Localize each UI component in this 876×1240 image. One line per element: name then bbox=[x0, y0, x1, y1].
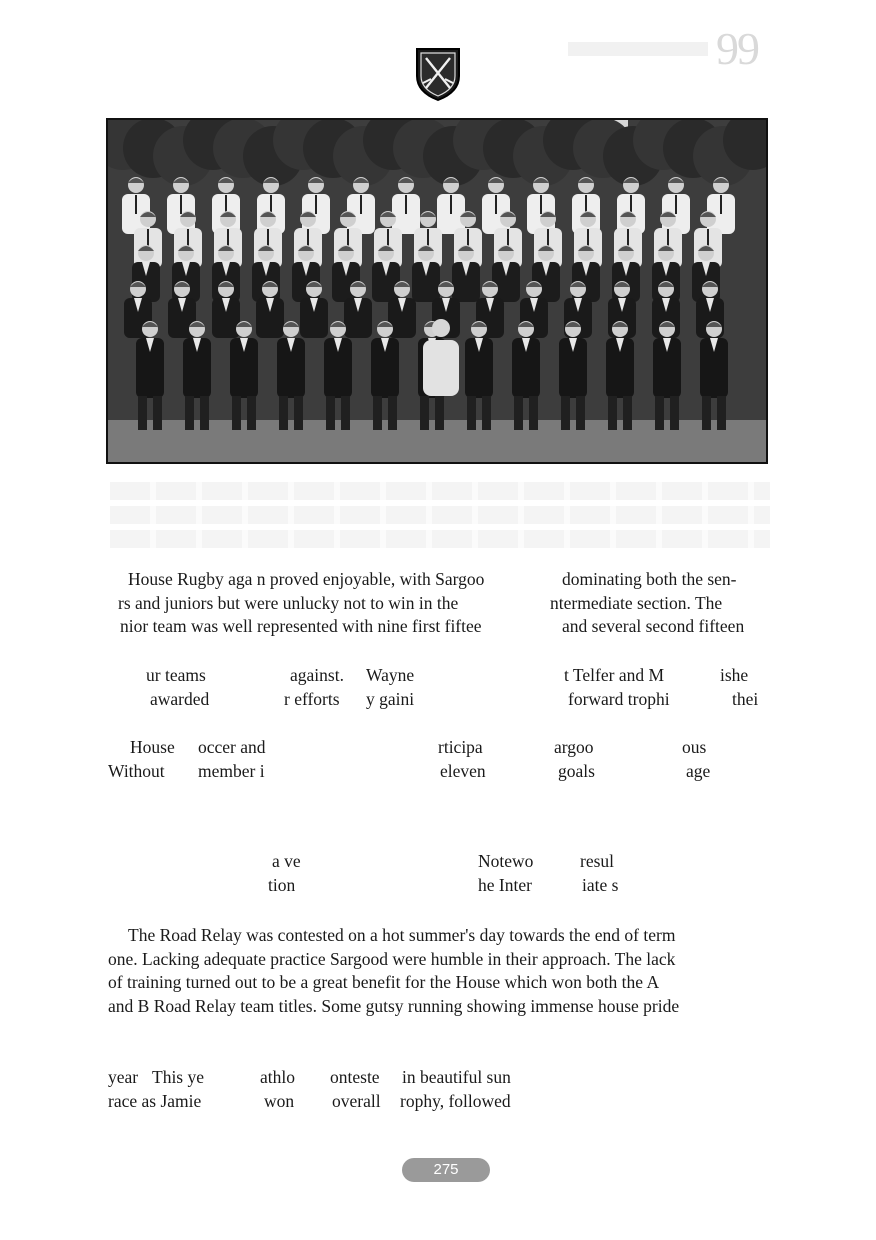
text-fragment: and B Road Relay team titles. Some gutsy running showing immense house pride bbox=[108, 995, 680, 1016]
text-fragment: House Rugby aga n proved enjoyable, with Sargoo bbox=[128, 569, 485, 589]
results-paragraph bbox=[108, 850, 772, 897]
house-team-group-photo bbox=[106, 118, 768, 464]
text-fragment: rs and juniors but were unlucky not to win in the bbox=[118, 592, 459, 613]
text-fragment: ntermediate section. The bbox=[550, 592, 723, 613]
rugby-paragraph bbox=[108, 568, 772, 639]
text-fragment: onteste bbox=[330, 1067, 380, 1087]
text-fragment: eleven bbox=[440, 760, 486, 781]
text-fragment: ur teams bbox=[146, 665, 206, 685]
teams-paragraph bbox=[108, 664, 772, 711]
text-fragment: won bbox=[264, 1090, 295, 1111]
text-fragment: argoo bbox=[554, 737, 594, 757]
text-fragment: Notewo bbox=[478, 851, 534, 871]
text-fragment: occer and bbox=[198, 737, 266, 757]
text-fragment: This ye bbox=[152, 1067, 205, 1087]
year-number: 99 bbox=[716, 23, 758, 74]
road-relay-paragraph bbox=[108, 924, 772, 1018]
text-fragment: member i bbox=[198, 760, 265, 781]
ghost-text-line bbox=[110, 530, 770, 548]
text-fragment: tion bbox=[268, 874, 296, 895]
athletics-paragraph bbox=[108, 1066, 772, 1113]
text-fragment: forward trophi bbox=[568, 688, 670, 709]
text-fragment: rophy, followed bbox=[400, 1090, 511, 1111]
text-fragment: ishe bbox=[720, 665, 749, 685]
text-fragment: r efforts bbox=[284, 688, 340, 709]
text-fragment: awarded bbox=[150, 688, 210, 709]
text-fragment: he Inter bbox=[478, 874, 532, 895]
text-fragment: thei bbox=[732, 688, 759, 709]
text-fragment: year bbox=[108, 1067, 139, 1087]
text-fragment: age bbox=[686, 760, 711, 781]
text-fragment: rticipa bbox=[438, 737, 483, 757]
text-fragment: t Telfer and M bbox=[564, 665, 665, 685]
text-fragment: dominating both the sen- bbox=[562, 569, 737, 589]
text-fragment: Without bbox=[108, 760, 165, 781]
text-fragment: race as Jamie bbox=[108, 1090, 202, 1111]
crossed-swords-shield-icon bbox=[414, 46, 462, 102]
text-fragment: nior team was well represented with nine first fiftee bbox=[120, 616, 482, 636]
text-fragment: of training turned out to be a great benefit for the House which won both the A bbox=[108, 972, 660, 992]
text-fragment: against. bbox=[290, 665, 344, 685]
text-fragment: Wayne bbox=[366, 665, 415, 685]
text-fragment: and several second fifteen bbox=[562, 616, 745, 636]
text-fragment: The Road Relay was contested on a hot summer's day towards the end of term bbox=[128, 925, 676, 945]
text-fragment: overall bbox=[332, 1090, 381, 1111]
text-fragment: a ve bbox=[272, 851, 301, 871]
text-fragment: resul bbox=[580, 851, 615, 871]
text-fragment: House bbox=[130, 737, 175, 757]
text-fragment: athlo bbox=[260, 1067, 295, 1087]
page-number: 275 bbox=[402, 1158, 490, 1182]
text-fragment: ous bbox=[682, 737, 707, 757]
text-fragment: iate s bbox=[582, 874, 619, 895]
text-fragment: in beautiful sun bbox=[402, 1067, 511, 1087]
text-fragment: one. Lacking adequate practice Sargood were humble in their approach. The lack bbox=[108, 948, 676, 969]
text-fragment: y gaini bbox=[366, 688, 415, 709]
ghost-text-line bbox=[110, 506, 770, 524]
ghost-text-line bbox=[110, 482, 770, 500]
text-fragment: goals bbox=[558, 760, 595, 781]
soccer-paragraph bbox=[108, 736, 772, 783]
header-ghost-text bbox=[568, 42, 708, 56]
